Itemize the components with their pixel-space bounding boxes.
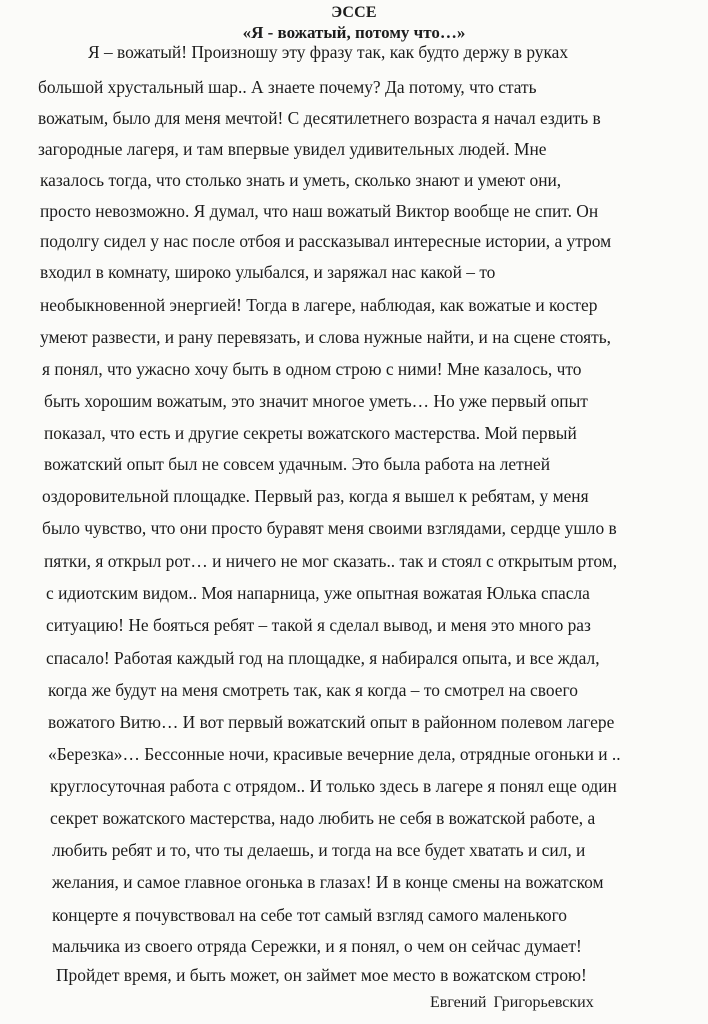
text-line: круглосуточная работа с отрядом.. И только здесь в лагере я понял еще один bbox=[50, 776, 617, 796]
text-line: концерте я почувствовал на себе тот самый взгляд самого маленького bbox=[52, 905, 567, 925]
text-line: с идиотским видом.. Моя напарница, уже опытная вожатая Юлька спасла bbox=[46, 583, 590, 603]
text-line: необыкновенной энергией! Тогда в лагере, наблюдая, как вожатые и костер bbox=[40, 295, 598, 315]
text-line: секрет вожатского мастерства, надо любить не себя в вожатской работе, а bbox=[50, 808, 596, 828]
text-line: любить ребят и то, что ты делаешь, и тогда на все будет хватать и сил, и bbox=[52, 840, 586, 860]
essay-heading: ЭССЕ bbox=[331, 4, 377, 21]
text-line: казалось тогда, что столько знать и уметь, сколько знают и умеют они, bbox=[40, 170, 562, 190]
text-line: желания, и самое главное огонька в глазах! И в конце смены на вожатском bbox=[52, 872, 604, 892]
text-line: пятки, я открыл рот… и ничего не мог сказать.. так и стоял с открытым ртом, bbox=[44, 551, 618, 571]
text-line: оздоровительной площадке. Первый раз, когда я вышел к ребятам, у меня bbox=[42, 486, 589, 506]
text-line: вожатский опыт был не совсем удачным. Это была работа на летней bbox=[44, 454, 551, 474]
text-line: я понял, что ужасно хочу быть в одном строю с ними! Мне казалось, что bbox=[42, 359, 582, 379]
text-line: большой хрустальный шар.. А знаете почему? Да потому, что стать bbox=[38, 77, 537, 97]
text-line: когда же будут на меня смотреть так, как я когда – то смотрел на своего bbox=[48, 680, 578, 700]
text-line: просто невозможно. Я думал, что наш вожатый Виктор вообще не спит. Он bbox=[40, 201, 599, 221]
text-line: умеют развести, и рану перевязать, и слова нужные найти, и на сцене стоять, bbox=[40, 327, 612, 347]
text-line: входил в комнату, широко улыбался, и заряжал нас какой – то bbox=[40, 262, 496, 282]
text-line: ситуацию! Не бояться ребят – такой я сделал вывод, и меня это много раз bbox=[46, 615, 591, 635]
text-line: вожатым, было для меня мечтой! С десятилетнего возраста я начал ездить в bbox=[38, 108, 601, 128]
text-line: вожатого Витю… И вот первый вожатский опыт в районном полевом лагере bbox=[48, 712, 615, 732]
text-line: загородные лагеря, и там впервые увидел удивительных людей. Мне bbox=[38, 139, 547, 159]
text-line: Я – вожатый! Произношу эту фразу так, как будто держу в руках bbox=[88, 42, 569, 62]
text-line: было чувство, что они просто буравят меня своими взглядами, сердце ушло в bbox=[42, 518, 617, 538]
text-line: Пройдет время, и быть может, он займет мое место в вожатском строю! bbox=[56, 965, 587, 985]
text-line: быть хорошим вожатым, это значит многое уметь… Но уже первый опыт bbox=[44, 391, 588, 411]
essay-subtitle: «Я - вожатый, потому что…» bbox=[242, 23, 466, 42]
text-line: мальчика из своего отряда Сережки, и я понял, о чем он сейчас думает! bbox=[52, 936, 582, 956]
author-signature: Евгений Григорьевских bbox=[430, 994, 594, 1011]
text-line: показал, что есть и другие секреты вожатского мастерства. Мой первый bbox=[44, 423, 577, 443]
text-line: спасало! Работая каждый год на площадке, я набирался опыта, и все ждал, bbox=[46, 648, 600, 668]
text-line: «Березка»… Бессонные ночи, красивые вечерние дела, отрядные огоньки и .. bbox=[48, 744, 621, 764]
text-line: подолгу сидел у нас после отбоя и рассказывал интересные истории, а утром bbox=[40, 231, 612, 251]
